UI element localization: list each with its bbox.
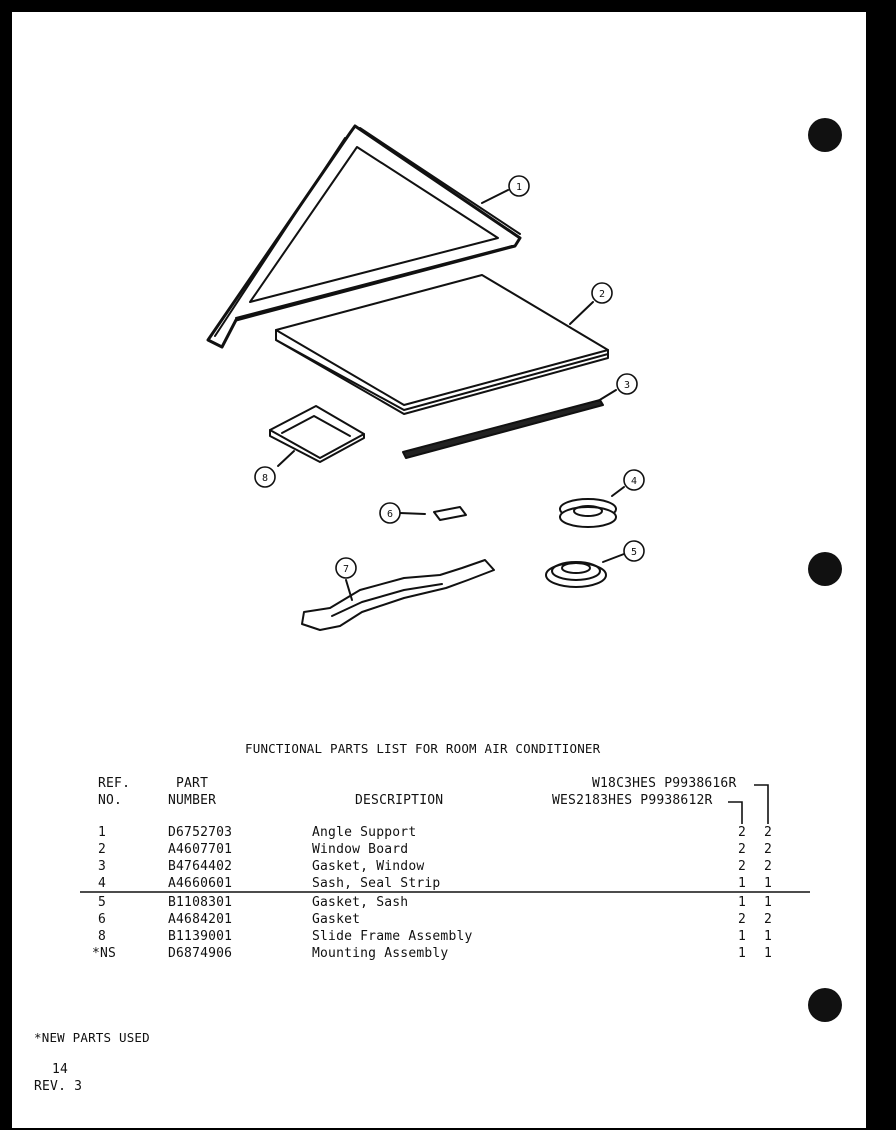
- cell-qty-model-2: 1: [738, 946, 747, 961]
- header-ref-2: NO.: [98, 793, 123, 808]
- cell-qty-model-1: 1: [764, 895, 773, 910]
- cell-qty-model-2: 2: [738, 842, 747, 857]
- header-ref-1: REF.: [98, 776, 131, 791]
- cell-qty-model-2: 2: [738, 912, 747, 927]
- cell-qty-model-1: 2: [764, 842, 773, 857]
- header-model-1: W18C3HES P9938616R: [592, 776, 737, 791]
- callout-2: 2: [598, 289, 606, 300]
- cell-ref: 6: [98, 912, 107, 927]
- cell-description: Gasket, Sash: [312, 895, 409, 910]
- cell-part-number: A4660601: [168, 876, 233, 891]
- cell-qty-model-2: 1: [738, 929, 747, 944]
- parts-list-title: FUNCTIONAL PARTS LIST FOR ROOM AIR CONDITIONER: [245, 741, 601, 756]
- cell-part-number: B1108301: [168, 895, 233, 910]
- cell-ref: 8: [98, 929, 107, 944]
- cell-qty-model-1: 2: [764, 912, 773, 927]
- cell-part-number: B1139001: [168, 929, 233, 944]
- header-part-1: PART: [176, 776, 209, 791]
- cell-description: Gasket: [312, 912, 361, 927]
- cell-qty-model-1: 1: [764, 876, 773, 891]
- callout-8: 8: [261, 473, 269, 484]
- cell-qty-model-2: 2: [738, 859, 747, 874]
- cell-description: Slide Frame Assembly: [312, 929, 473, 944]
- cell-description: Angle Support: [312, 825, 417, 840]
- cell-ref: 3: [98, 859, 107, 874]
- cell-qty-model-1: 2: [764, 825, 773, 840]
- cell-ref: 5: [98, 895, 107, 910]
- cell-qty-model-2: 2: [738, 825, 747, 840]
- header-part-2: NUMBER: [168, 793, 217, 808]
- callout-6: 6: [386, 509, 394, 520]
- callout-1: 1: [515, 182, 523, 193]
- document-page: [12, 12, 866, 1128]
- cell-qty-model-1: 1: [764, 946, 773, 961]
- cell-part-number: D6874906: [168, 946, 233, 961]
- cell-part-number: B4764402: [168, 859, 233, 874]
- new-parts-note: *NEW PARTS USED: [34, 1030, 150, 1045]
- callout-4: 4: [630, 476, 638, 487]
- page-number: 14: [52, 1062, 69, 1077]
- header-model-2: WES2183HES P9938612R: [552, 793, 713, 808]
- cell-description: Mounting Assembly: [312, 946, 449, 961]
- cell-part-number: D6752703: [168, 825, 233, 840]
- cell-part-number: A4607701: [168, 842, 233, 857]
- callout-3: 3: [623, 380, 631, 391]
- cell-qty-model-2: 1: [738, 895, 747, 910]
- cell-qty-model-1: 1: [764, 929, 773, 944]
- revision-label: REV. 3: [34, 1079, 83, 1094]
- cell-description: Gasket, Window: [312, 859, 425, 874]
- callout-5: 5: [630, 547, 638, 558]
- header-description: DESCRIPTION: [355, 793, 444, 808]
- cell-description: Sash, Seal Strip: [312, 876, 441, 891]
- cell-description: Window Board: [312, 842, 409, 857]
- cell-ref: 4: [98, 876, 107, 891]
- cell-ref: 1: [98, 825, 107, 840]
- cell-qty-model-1: 2: [764, 859, 773, 874]
- callout-7: 7: [342, 564, 350, 575]
- cell-part-number: A4684201: [168, 912, 233, 927]
- cell-ref: 2: [98, 842, 107, 857]
- cell-ref: *NS: [92, 946, 117, 961]
- cell-qty-model-2: 1: [738, 876, 747, 891]
